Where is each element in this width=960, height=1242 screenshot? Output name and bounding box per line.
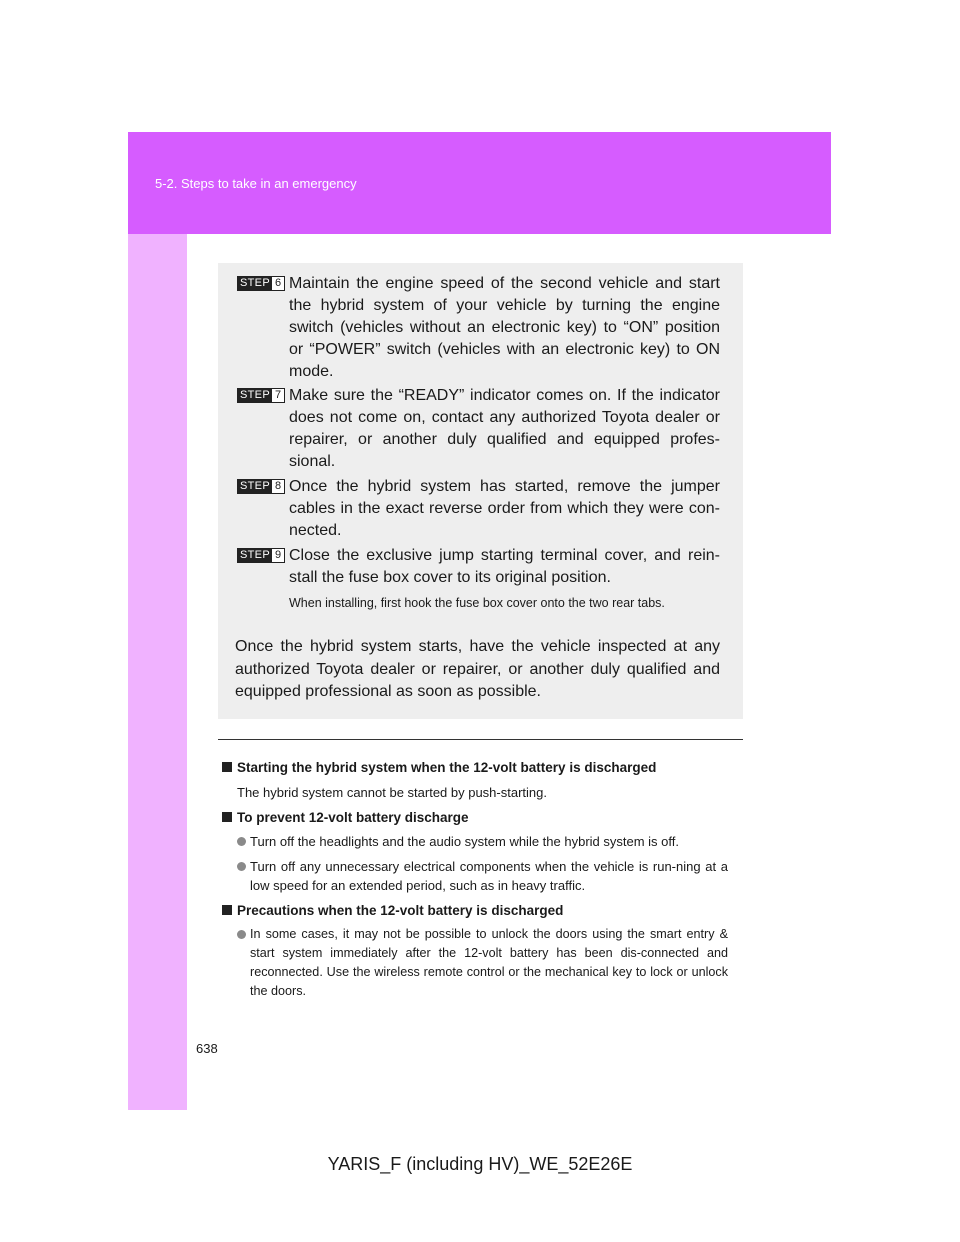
note-bullet: Turn off the headlights and the audio system while the hybrid system is off. (237, 832, 728, 851)
step-text: Close the exclusive jump starting terminal cover, and rein-stall the fuse box cover to its original position. (289, 547, 720, 586)
step-note: When installing, first hook the fuse box cover onto the two rear tabs. (289, 596, 665, 610)
step-badge: STEP 8 (237, 479, 285, 494)
notes-section (222, 758, 728, 1007)
note-bullet: Turn off any unnecessary electrical components when the vehicle is run-ning at a low speed for an extended period, such as in heavy traffic. (237, 857, 728, 895)
circle-bullet-icon (237, 930, 246, 939)
page-number: 638 (196, 1041, 218, 1056)
step-text: Once the hybrid system has started, remove the jumper cables in the exact reverse order from which they were con-nected. (289, 478, 720, 539)
square-bullet-icon (222, 905, 232, 915)
step-badge: STEP 6 (237, 276, 285, 291)
side-strip (128, 234, 187, 1110)
step-6 (237, 273, 720, 383)
square-bullet-icon (222, 762, 232, 772)
note-body: The hybrid system cannot be started by push-starting. (237, 785, 547, 800)
step-7 (237, 385, 720, 473)
step-9 (237, 545, 720, 612)
note-bullet: In some cases, it may not be possible to unlock the doors using the smart entry & start system immediately after the 12-volt battery has been dis-connected and reconnected. Use the wireless remote control or the mechanical key to lock or unlock the doors. (237, 925, 728, 1001)
note-heading: Precautions when the 12-volt battery is discharged (222, 901, 728, 920)
conclusion-text: Once the hybrid system starts, have the vehicle inspected at any authorized Toyota dealer or repairer, or another duly qualified and equipped professional as soon as possible. (235, 638, 720, 700)
circle-bullet-icon (237, 862, 246, 871)
divider (218, 739, 743, 740)
section-title: 5-2. Steps to take in an emergency (155, 176, 357, 191)
circle-bullet-icon (237, 837, 246, 846)
note-heading: Starting the hybrid system when the 12-volt battery is discharged (222, 758, 728, 777)
step-text: Make sure the “READY” indicator comes on. If the indicator does not come on, contact any authorized Toyota dealer or repairer, or another duly qualified and equipped profes-sional. (289, 387, 720, 470)
note-heading: To prevent 12-volt battery discharge (222, 808, 728, 827)
square-bullet-icon (222, 812, 232, 822)
step-badge: STEP 7 (237, 388, 285, 403)
step-8 (237, 476, 720, 542)
step-badge: STEP 9 (237, 548, 285, 563)
footer-doc-id: YARIS_F (including HV)_WE_52E26E (327, 1154, 633, 1174)
step-text: Maintain the engine speed of the second vehicle and start the hybrid system of your vehicle by turning the engine switch (vehicles without an electronic key) to “ON” position or “POWER” switch (vehicles with an electronic key) to ON mode. (289, 275, 720, 380)
